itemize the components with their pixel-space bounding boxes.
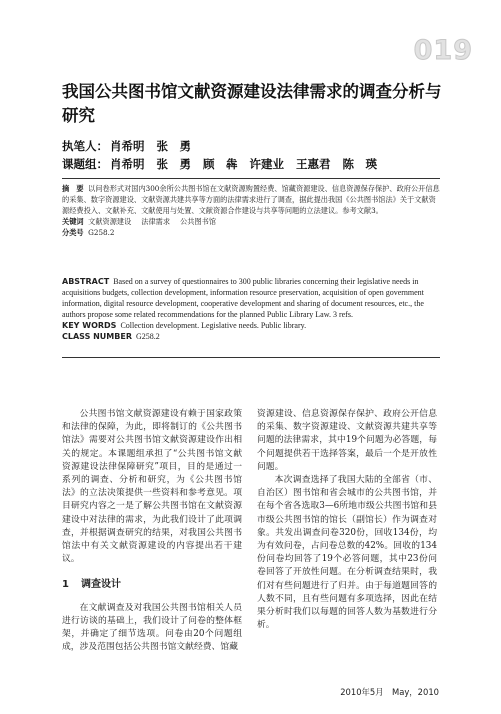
author-line bbox=[62, 138, 203, 154]
class-en-value: G258.2 bbox=[135, 332, 160, 341]
section-title: 调查设计 bbox=[80, 579, 121, 591]
keyword: 法律需求 bbox=[141, 217, 171, 227]
author-name: 张 勇 bbox=[156, 139, 191, 153]
abstract-cn-body bbox=[62, 184, 440, 216]
group-member: 张 勇 bbox=[156, 157, 191, 171]
header-rule bbox=[62, 178, 440, 179]
author-label: 执笔人： bbox=[62, 139, 108, 153]
article-title: 我国公共图书馆文献资源建设法律需求的调查分析与研究 bbox=[62, 82, 442, 125]
class-cn-value: G258.2 bbox=[88, 228, 115, 238]
abstract-cn-text: 以问卷形式对国内300余所公共图书馆在文献资源购置经费、馆藏资源建设、信息资源保存保护、政府公开信息的采集、数字资源建设、文献资源共建共享等方面的法律需求进行了调查，据此提出我国《公共图书馆法》关于文献资源经费投入、文献补充、文献使用与处置、文献资源合作建设与共享等问题的立法建议。参考文献3。 bbox=[62, 184, 440, 215]
abstract-en-text: Based on a survey of questionnaires to 300 public libraries concerning their legislative needs in acquisitions budgets, collection development, information resource preservation, acquisition of open government information, digital resource development, cooperative development and sharing of document resources, etc., the authors propose some related recommendations for the planned Public Library Law. 3 refs. bbox=[62, 277, 424, 319]
group-member: 许建业 bbox=[249, 157, 284, 171]
right-column bbox=[257, 408, 437, 632]
keywords-en bbox=[62, 320, 440, 331]
group-label: 课题组： bbox=[62, 157, 108, 171]
keywords-en-text: Collection development. Legislative needs. Public library. bbox=[120, 321, 307, 330]
abstract-en-body bbox=[62, 276, 440, 320]
abstract-en bbox=[62, 276, 440, 342]
group-member: 肖希明 bbox=[110, 157, 145, 171]
abstract-en-label: ABSTRACT bbox=[62, 277, 110, 286]
group-line bbox=[62, 156, 389, 172]
abstract-rule bbox=[62, 357, 440, 358]
survey-paragraph: 本次调查选择了我国大陆的全部省（市、自治区）图书馆和省会城市的公共图书馆，并在每个省各选取3—6所地市级公共图书馆和县市级公共图书馆的馆长（副馆长）作为调查对象。共发出调查问卷320份，回收134份，均为有效问卷，占问卷总数的42%。回收的134份问卷均回答了19个必答问题，其中23份问卷回答了开放性问题。在分析调查结果时，我们对有些问题进行了归并。由于每道题回答的人数不同，且有些问题有多项选择，因此在结果分析时我们以每题的回答人数为基数进行分析。 bbox=[257, 475, 437, 631]
section-number: 1 bbox=[62, 579, 69, 591]
continued-paragraph: 资源建设、信息资源保存保护、政府公开信息的采集、数字资源建设、文献资源共建共享等问题的法律需求，其中19个问题为必答题，每个问题提供若干选择答案，最后一个是开放性问题。 bbox=[257, 409, 437, 472]
keywords-cn-label: 关键词 bbox=[62, 217, 84, 227]
group-member: 王惠君 bbox=[296, 157, 331, 171]
abstract-cn bbox=[62, 184, 440, 239]
keyword: 文献资源建设 bbox=[88, 217, 132, 227]
abstract-cn-label: 摘 要 bbox=[62, 184, 84, 193]
issue-date: 2010年5月 May，2010 bbox=[340, 687, 439, 697]
left-column bbox=[62, 408, 242, 654]
page-number: 019 bbox=[413, 35, 473, 66]
group-member: 陈 瑛 bbox=[342, 157, 377, 171]
group-member: 顾 犇 bbox=[203, 157, 238, 171]
keywords-cn bbox=[62, 217, 440, 228]
keyword: 公共图书馆 bbox=[180, 217, 217, 227]
class-en-label: CLASS NUMBER bbox=[62, 332, 132, 341]
keywords-en-label: KEY WORDS bbox=[62, 321, 117, 330]
author-name: 肖希明 bbox=[110, 139, 145, 153]
section-paragraph: 在文献调查及对我国公共图书馆相关人员进行访谈的基础上，我们设计了问卷的整体框架，并确定了细节选项。问卷由20个问题组成，涉及范围包括公共图书馆文献经费、馆藏 bbox=[62, 602, 242, 653]
class-en bbox=[62, 331, 440, 342]
intro-paragraph: 公共图书馆文献资源建设有赖于国家政策和法律的保障，为此，即将制订的《公共图书馆法》需要对公共图书馆文献资源建设作出相关的规定。本课题组承担了“公共图书馆文献资源建设法律保障研究”项目，目的是通过一系列的调查、分析和研究，为《公共图书馆法》的立法决策提供一些资料和参考意见。项目研究内容之一是了解公共图书馆在文献资源建设中对法律的需求，为此我们设计了此项调查，并根据调查研究的结果，对我国公共图书馆法中有关文献资源建设的内容提出若干建议。 bbox=[62, 409, 242, 565]
class-cn bbox=[62, 228, 440, 239]
class-cn-label: 分类号 bbox=[62, 228, 84, 238]
section-heading bbox=[62, 578, 242, 591]
